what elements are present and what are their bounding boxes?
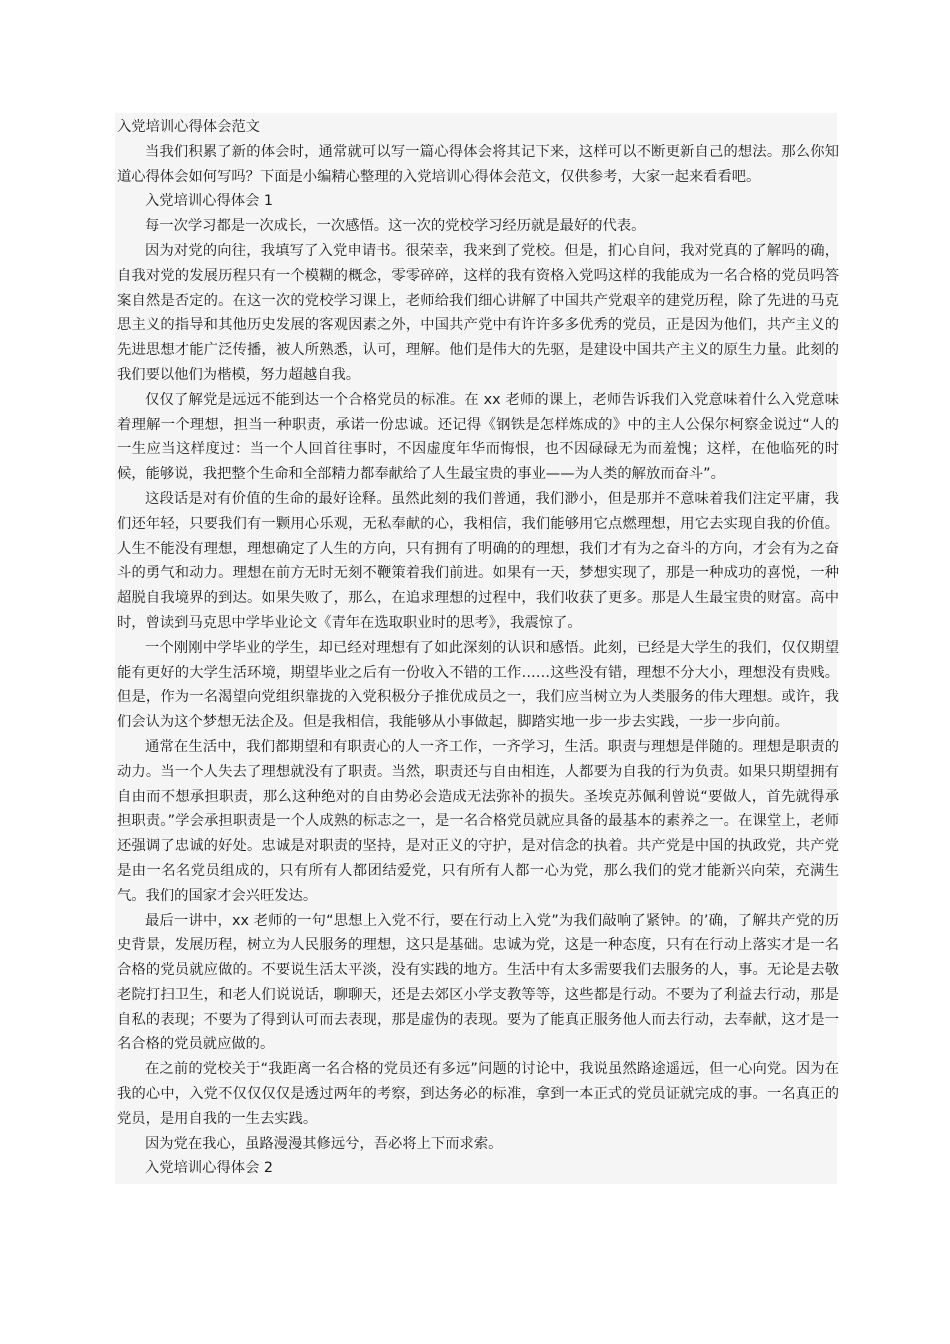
body-paragraph: 这段话是对有价值的生命的最好诠释。虽然此刻的我们普通，我们渺小，但是那并不意味着我们注定平庸，我们还年轻，只要我们有一颗用心乐观，无私奉献的心，我相信，我们能够用它点燃理想，用它去实现自我的价值。人生不能没有理想，理想确定了人生的方向，只有拥有了明确的的理想，我们才有为之奋斗的方向，才会有为之奋斗的勇气和动力。理想在前方无时无刻不鞭策着我们前进。如果有一天，梦想实现了，那是一种成功的喜悦，一种超脱自我境界的到达。如果失败了，那么，在追求理想的过程中，我们收获了更多。那是人生最宝贵的财富。高中时，曾读到马克思中学毕业论文《青年在选取职业时的思考》，我震惊了。 xyxy=(117,490,839,631)
intro-paragraph: 当我们积累了新的体会时，通常就可以写一篇心得体会将其记下来，这样可以不断更新自己的想法。那么你知道心得体会如何写吗？下面是小编精心整理的入党培训心得体会范文，仅供参考，大家一起来看看吧。 xyxy=(117,143,839,185)
body-paragraph: 每一次学习都是一次成长，一次感悟。这一次的党校学习经历就是最好的代表。 xyxy=(145,218,646,235)
body-paragraph: 一个刚刚中学毕业的学生，却已经对理想有了如此深刻的认识和感悟。此刻，已经是大学生的我们，仅仅期望能有更好的大学生活环境，期望毕业之后有一份收入不错的工作……这些没有错，理想不分大小，理想没有贵贱。但是，作为一名渴望向党组织靠拢的入党积极分子推优成员之一，我们应当树立为人类服务的伟大理想。或许，我们会认为这个梦想无法企及。但是我相信，我能够从小事做起，脚踏实地一步一步去实践，一步一步向前。 xyxy=(117,639,839,731)
body-paragraph: 最后一讲中，xx 老师的一句“思想上入党不行，要在行动上入党”为我们敲响了紧钟。的’确，了解共产党的历史背景，发展历程，树立为人民服务的理想，这只是基础。忠诚为党，这是一种态度，只有在行动上落实才是一名合格的党员就应做的。不要说生活太平淡，没有实践的地方。生活中有太多需要我们去服务的人，事。无论是去敬老院打扫卫生，和老人们说说话，聊聊天，还是去郊区小学支教等等，这些都是行动。不要为了利益去行动，那是自私的表现；不要为了得到认可而去表现，那是虚伪的表现。要为了能真正服务他人而去行动，去奉献，这才是一名合格的党员就应做的。 xyxy=(117,912,839,1053)
document-body xyxy=(117,115,839,1181)
document-title: 入党培训心得体会范文 xyxy=(117,119,260,135)
body-paragraph: 通常在生活中，我们都期望和有职责心的人一齐工作，一齐学习，生活。职责与理想是伴随的。理想是职责的动力。当一个人失去了理想就没有了职责。当然，职责还与自由相连，人都要为自我的行为负责。如果只期望拥有自由而不想承担职责，那么这种绝对的自由势必会造成无法弥补的损失。圣埃克苏佩利曾说“要做人，首先就得承担职责。”学会承担职责是一个人成熟的标志之一，是一名合格党员就应具备的最基本的素养之一。在课堂上，老师还强调了忠诚的好处。忠诚是对职责的坚持，是对正义的守护，是对信念的执着。共产党是中国的执政党，共产党是由一名名党员组成的，只有所有人都团结爱党，只有所有人都一心为党，那么我们的党才能新兴向荣，充满生气。我们的国家才会兴旺发达。 xyxy=(117,738,839,904)
body-paragraph: 在之前的党校关于“我距离一名合格的党员还有多远”问题的讨论中，我说虽然路途遥远，但一心向党。因为在我的心中，入党不仅仅仅仅是透过两年的考察，到达务必的标准，拿到一本正式的党员证就完成的事。一名真正的党员，是用自我的一生去实践。 xyxy=(117,1061,839,1127)
body-paragraph: 因为对党的向往，我填写了入党申请书。很荣幸，我来到了党校。但是，扪心自问，我对党真的了解吗的确，自我对党的发展历程只有一个模糊的概念，零零碎碎，这样的我有资格入党吗这样的我能成为一名合格的党员吗答案自然是否定的。在这一次的党校学习课上，老师给我们细心讲解了中国共产党艰辛的建党历程，除了先进的马克思主义的指导和其他历史发展的客观因素之外，中国共产党中有许许多多优秀的党员，正是因为他们，共产主义的先进思想才能广泛传播，被人所熟悉，认可，理解。他们是伟大的先驱，是建设中国共产主义的原生力量。此刻的我们要以他们为楷模，努力超越自我。 xyxy=(117,242,839,383)
body-paragraph: 仅仅了解党是远远不能到达一个合格党员的标准。在 xx 老师的课上，老师告诉我们入党意味着什么入党意味着理解一个理想，担当一种职责，承诺一份忠诚。还记得《钢铁是怎样炼成的》中的主人公保尔柯察金说过“人的一生应当这样度过：当一个人回首往事时，不因虚度年华而悔恨，也不因碌碌无为而羞愧；这样，在他临死的时候，能够说，我把整个生命和全部精力都奉献给了人生最宝贵的事业——为人类的解放而奋斗”。 xyxy=(117,391,839,483)
section-heading-1: 入党培训心得体会 1 xyxy=(145,193,274,210)
body-paragraph: 因为党在我心，虽路漫漫其修远兮，吾必将上下而求索。 xyxy=(145,1135,503,1152)
section-heading-2: 入党培训心得体会 2 xyxy=(145,1160,274,1177)
